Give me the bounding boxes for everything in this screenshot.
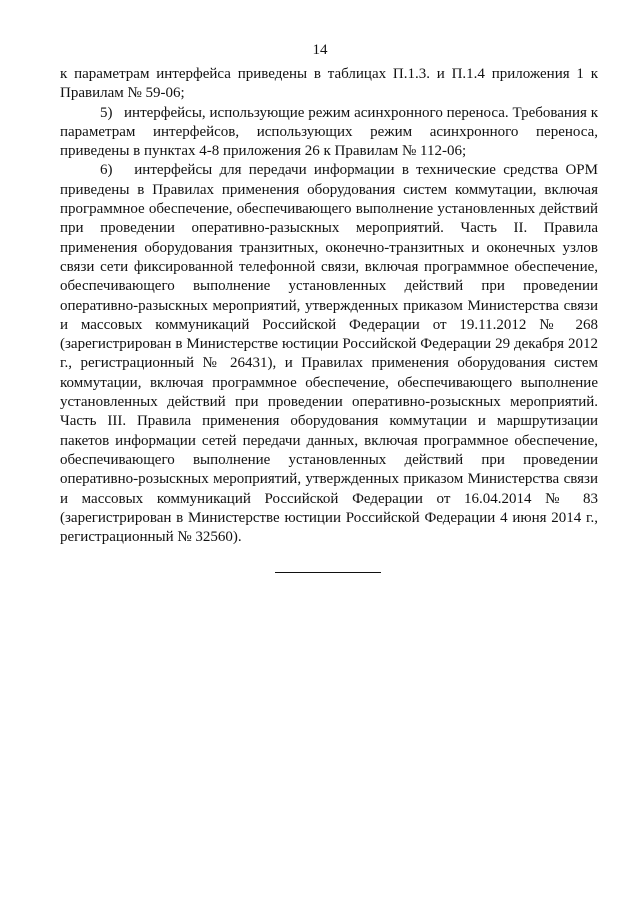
page-number: 14 — [312, 42, 328, 58]
paragraph-item-5-async-transfer: 5) интерфейсы, использующие режим асинхронного переноса. Требования к параметрам интерфейсов, использующих режим асинхронного переноса, приведены в пунктах 4-8 приложения 26 к Правилам № 112-06; — [60, 104, 598, 160]
end-separator-line — [275, 572, 381, 573]
paragraph-item-6-orm-interfaces: 6) интерфейсы для передачи информации в технические средства ОРМ приведены в Правилах применения оборудования систем коммутации, включая программное обеспечение, обеспечивающего выполнение установленных действий при проведении оперативно-разыскных мероприятий. Часть II. Правила применения оборудования транзитных, оконечно-транзитных и оконечных узлов связи сети фиксированной телефонной связи, включая программное обеспечение, обеспечивающего выполнение установленных действий при проведении оперативно-разыскных мероприятий, утвержденных приказом Министерства связи и массовых коммуникаций Российской Федерации от 19.11.2012 № 268 (зарегистрирован в Министерстве юстиции Российской Федерации 29 декабря 2012 г., регистрационный № 26431), и Правилах применения оборудования систем коммутации, включая программное обеспечение, обеспечивающего выполнение установленных действий при проведении оперативно-розыскных мероприятий. Часть III. Правила применения оборудования коммутации и маршрутизации пакетов информации сетей передачи данных, включая программное обеспечение, обеспечивающего выполнение установленных действий при проведении оперативно-розыскных мероприятий, утвержденных приказом Министерства связи и массовых коммуникаций Российской Федерации от 16.04.2014 № 83 (зарегистрирован в Министерстве юстиции Российской Федерации 4 июня 2014 г., регистрационный № 32560). — [60, 162, 598, 546]
paragraph-interface-parameters: к параметрам интерфейса приведены в таблицах П.1.3. и П.1.4 приложения 1 к Правилам № 59-06; — [60, 66, 598, 102]
document-body — [60, 65, 598, 547]
